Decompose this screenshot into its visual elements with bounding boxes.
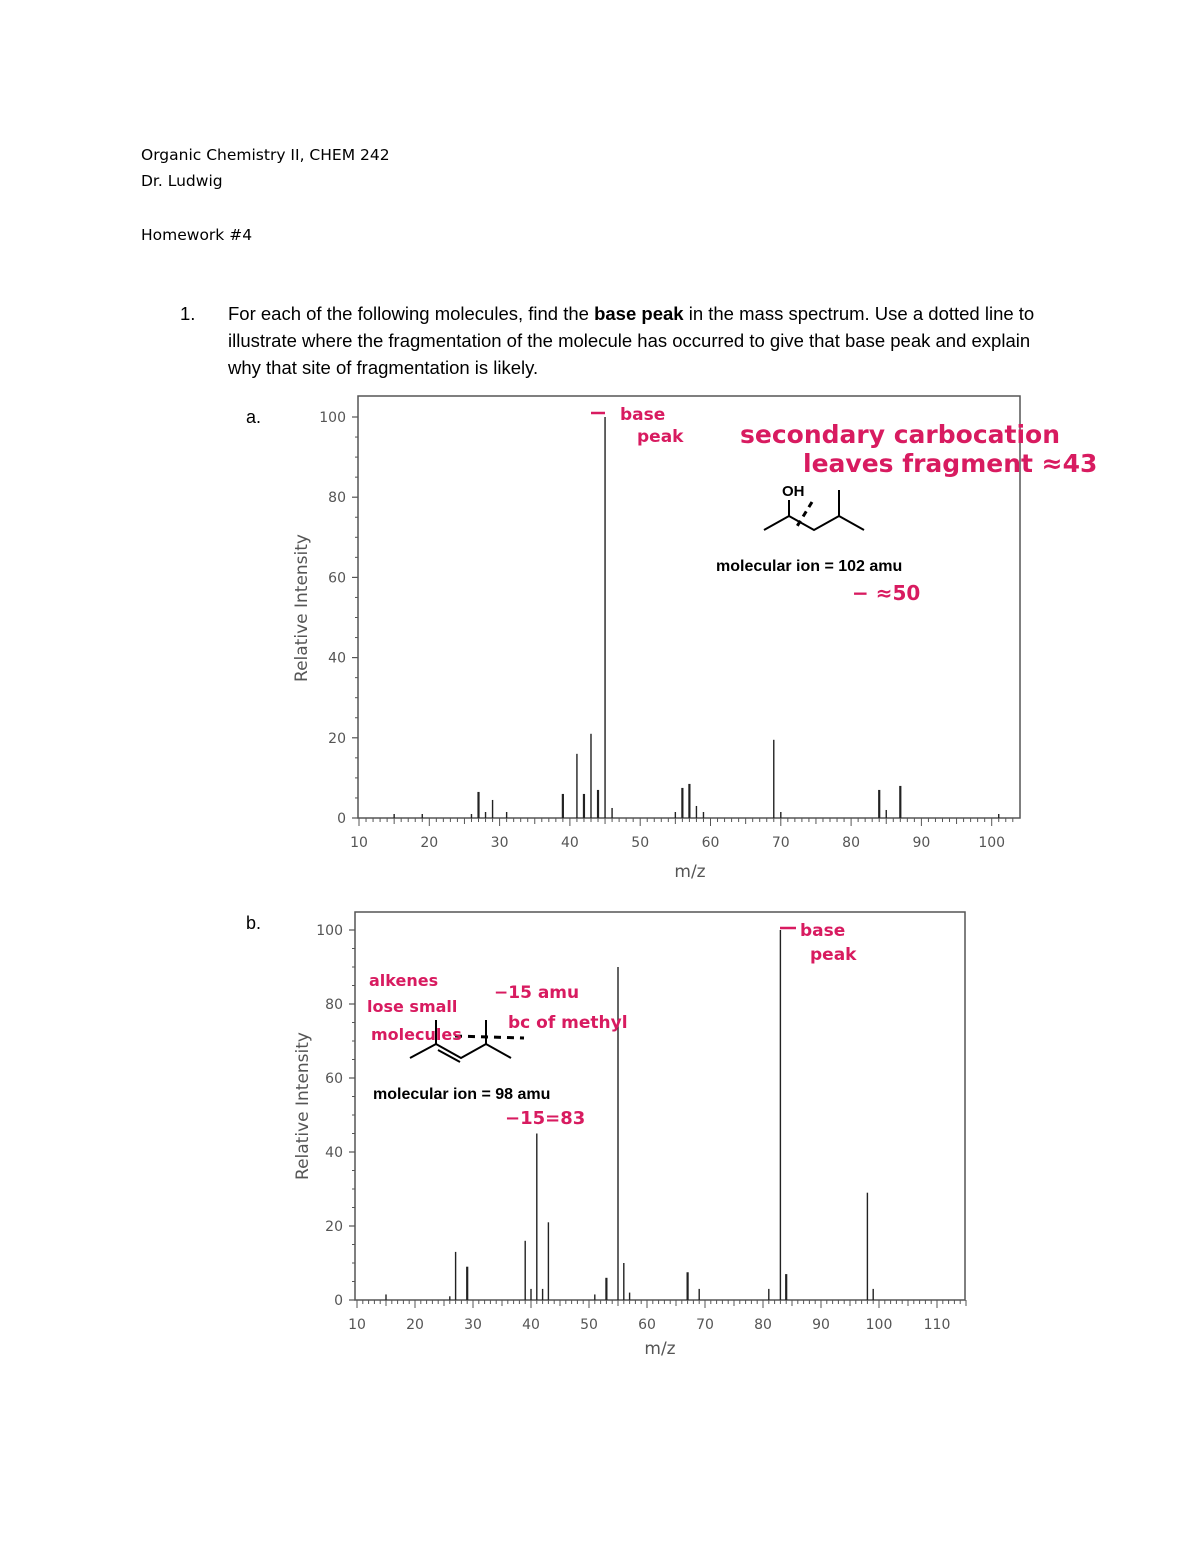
molecule-a: [764, 490, 864, 530]
spectrum-a: [292, 396, 1097, 882]
x-tick-label-b: 100: [865, 1317, 893, 1333]
x-tick-label-b: 80: [754, 1317, 772, 1333]
assignment-title: Homework #4: [141, 226, 253, 244]
x-tick-label-a: 70: [771, 835, 790, 851]
note-base-a: base: [620, 405, 666, 425]
course-title: Organic Chemistry II, CHEM 242: [141, 146, 390, 164]
x-axis-label-a: m/z: [674, 862, 706, 882]
note-left1-b: alkenes: [369, 971, 439, 990]
y-tick-label-a: 40: [328, 650, 346, 667]
x-tick-label-b: 50: [580, 1317, 598, 1333]
x-axis-label-b: m/z: [644, 1339, 676, 1359]
x-tick-label-b: 30: [464, 1317, 482, 1333]
y-tick-label-a: 100: [319, 410, 346, 426]
x-tick-label-b: 10: [348, 1317, 366, 1333]
note-line2-a: leaves fragment ≈43: [803, 449, 1098, 478]
molecule-a-bonds: [764, 490, 864, 530]
note-base-b: base: [800, 921, 846, 941]
note-peak-a: peak: [637, 427, 684, 447]
note-left3-b: molecules: [371, 1025, 462, 1044]
part-a-label: a.: [246, 407, 262, 427]
y-tick-label-a: 0: [337, 811, 346, 827]
note-calc-b: −15=83: [505, 1108, 586, 1129]
y-tick-label-b: 80: [325, 997, 343, 1013]
y-axis-label-a: Relative Intensity: [292, 534, 312, 682]
fragmentation-dotted-line-b: [455, 1036, 524, 1038]
plot-frame-b: [355, 912, 965, 1300]
x-tick-label-a: 50: [631, 835, 650, 851]
x-tick-label-a: 90: [912, 835, 931, 851]
note-right2-b: bc of methyl: [508, 1013, 628, 1033]
oh-label: OH: [782, 483, 805, 500]
molecular-ion-b: molecular ion = 98 amu: [373, 1086, 551, 1103]
y-tick-label-a: 80: [328, 490, 346, 507]
note-left2-b: lose small: [367, 997, 458, 1016]
question-text-bold: base peak: [594, 303, 684, 324]
x-tick-label-a: 40: [560, 835, 579, 851]
x-tick-label-a: 20: [420, 835, 439, 851]
y-tick-label-b: 40: [325, 1145, 343, 1161]
question-number: 1.: [180, 303, 196, 324]
x-tick-label-b: 40: [522, 1317, 540, 1333]
question-text-before: For each of the following molecules, find the: [228, 303, 595, 324]
x-tick-label-a: 60: [701, 835, 720, 851]
instructor-name: Dr. Ludwig: [141, 172, 223, 190]
y-tick-label-a: 60: [328, 570, 346, 587]
x-tick-label-b: 60: [638, 1317, 656, 1333]
x-tick-label-b: 90: [812, 1317, 830, 1333]
note-line1-a: secondary carbocation: [740, 420, 1060, 449]
spectrum-b: [293, 912, 966, 1359]
question-text-after: in the mass spectrum. Use a dotted line to illustrate where the fragmentation of the molecule has occurred to give that base peak and explain why that site of fragmentation is likely.: [228, 303, 1035, 378]
x-tick-label-b: 20: [406, 1317, 424, 1333]
x-tick-label-a: 100: [978, 835, 1006, 851]
x-tick-label-b: 70: [696, 1317, 714, 1333]
y-axis-label-b: Relative Intensity: [293, 1032, 313, 1180]
x-tick-label-a: 10: [350, 835, 368, 851]
note-peak-b: peak: [810, 945, 857, 965]
part-b-label: b.: [246, 913, 262, 933]
x-tick-label-a: 30: [490, 835, 509, 851]
y-tick-label-b: 100: [316, 923, 343, 939]
y-tick-label-b: 60: [325, 1071, 343, 1087]
x-tick-label-b: 110: [923, 1317, 951, 1333]
note-right1-b: −15 amu: [494, 983, 580, 1003]
molecular-ion-a: molecular ion = 102 amu: [716, 558, 903, 575]
x-tick-label-a: 80: [842, 835, 861, 851]
y-tick-label-a: 20: [328, 730, 346, 747]
bars-b: [386, 930, 873, 1300]
y-tick-label-b: 0: [334, 1293, 343, 1309]
note-minus-a: − ≈50: [852, 581, 921, 605]
y-tick-label-b: 20: [325, 1219, 343, 1235]
